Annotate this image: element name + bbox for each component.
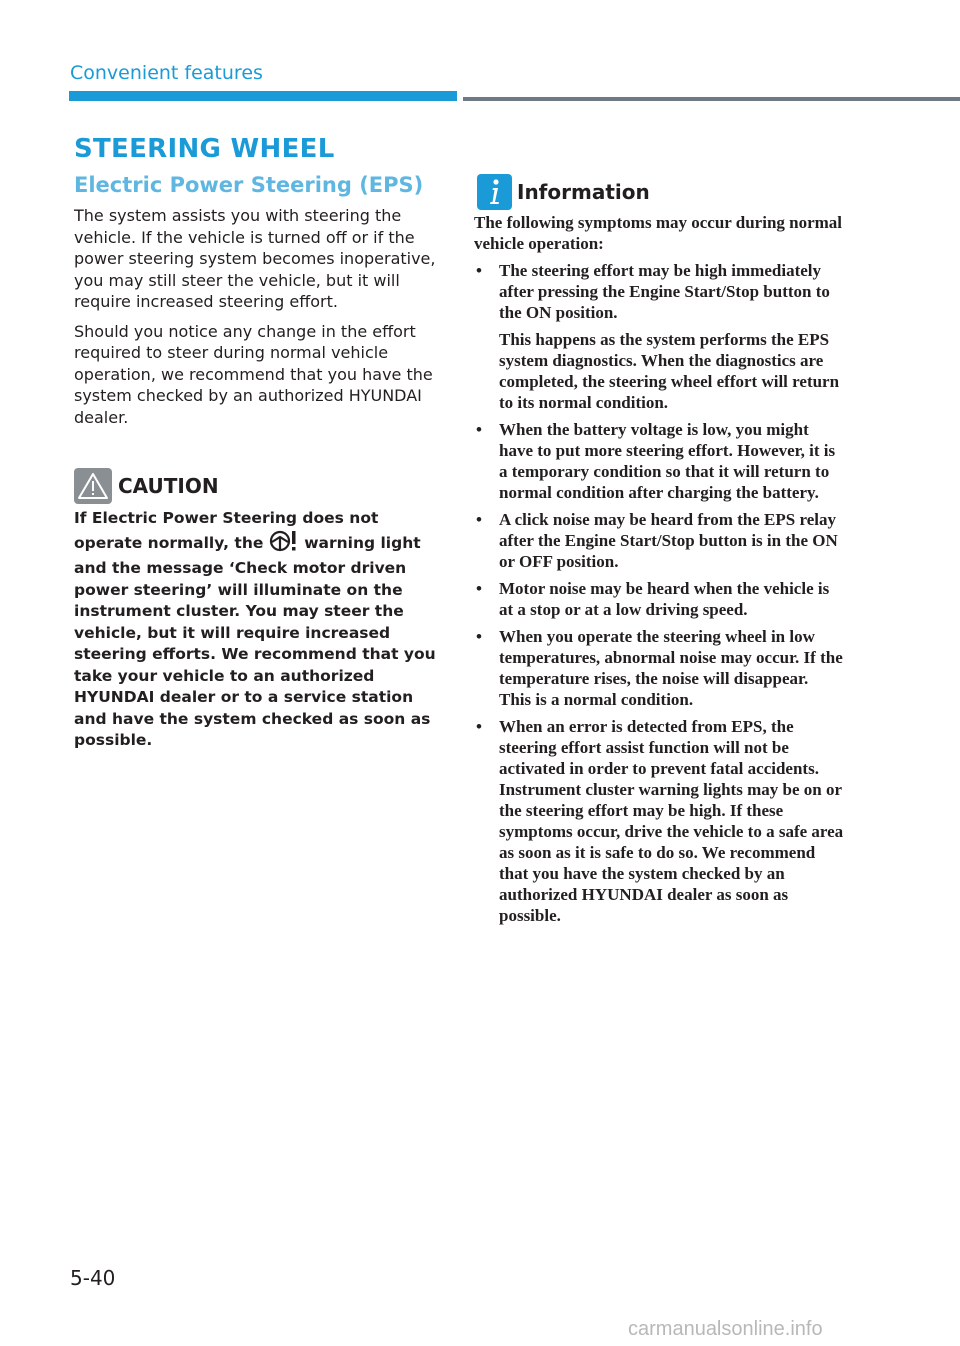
warning-triangle-icon (74, 468, 112, 504)
list-item-text: • A click noise may be heard from the EPS relay after the Engine Start/Stop button is in the ON or OFF position. (499, 510, 838, 571)
information-body (474, 212, 844, 932)
caution-text-start: If Electric Power Steering does not operate normally, the (74, 509, 379, 552)
list-item-text: • When an error is detected from EPS, the steering effort assist function will not be activated in order to prevent fatal accidents. Instrument cluster warning lights may be on or the steering effort may be high. If these symptoms occur, drive the vehicle to a safe area as soon as it is safe to do so. We recommend that you have the system checked by an authorized HYUNDAI dealer as soon as possible. (499, 717, 844, 925)
watermark: carmanualsonline.info (628, 1318, 823, 1340)
left-column (74, 205, 442, 436)
header-bar-rule (463, 97, 960, 101)
information-intro: The following symptoms may occur during normal vehicle operation: (474, 213, 843, 253)
list-item-text: • When the battery voltage is low, you might have to put more steering effort. However, it is a temporary condition so that it will return to normal condition after charging the battery. (499, 420, 836, 502)
header-bar-accent (69, 91, 457, 101)
subsection-title: Electric Power Steering (EPS) (74, 173, 424, 197)
list-item-note: This happens as the system performs the EPS system diagnostics. When the diagnostics are completed, the steering wheel effort will return to its normal condition. (499, 330, 840, 412)
caution-label: CAUTION (118, 474, 219, 498)
body-paragraph: The system assists you with steering the vehicle. If the vehicle is turned off or if the power steering system becomes inoperative, you may still steer the vehicle, but it will require increased steering effort. (74, 206, 436, 311)
list-item (474, 578, 844, 620)
information-label: Information (517, 180, 650, 204)
list-item (474, 419, 844, 503)
caution-text-end: warning light and the message ‘Check motor driven power steering’ will illuminate on the instrument cluster. You may steer the vehicle, but it will require increased steering efforts. We recommend that you take your vehicle to an authorized HYUNDAI dealer or to a service station and have the system checked as soon as possible. (74, 533, 436, 749)
page-number: 5-40 (70, 1266, 116, 1290)
caution-text (74, 508, 444, 752)
information-list (474, 260, 844, 926)
list-item-text: • When you operate the steering wheel in low temperatures, abnormal noise may occur. If the temperature rises, the noise will disappear. This is a normal condition. (499, 627, 843, 709)
list-item (474, 716, 844, 926)
list-item (474, 626, 844, 710)
page-title: STEERING WHEEL (74, 134, 335, 164)
list-item (474, 509, 844, 572)
eps-warning-light-icon (269, 530, 299, 559)
list-item-text: • The steering effort may be high immediately after pressing the Engine Start/Stop button to the ON position. (499, 261, 830, 322)
information-icon (477, 174, 512, 210)
list-item (474, 260, 844, 413)
list-item-text: • Motor noise may be heard when the vehicle is at a stop or at a low driving speed. (499, 579, 830, 619)
section-header: Convenient features (70, 62, 263, 84)
body-paragraph: Should you notice any change in the effort required to steer during normal vehicle operation, we recommend that you have the system checked by an authorized HYUNDAI dealer. (74, 321, 433, 427)
